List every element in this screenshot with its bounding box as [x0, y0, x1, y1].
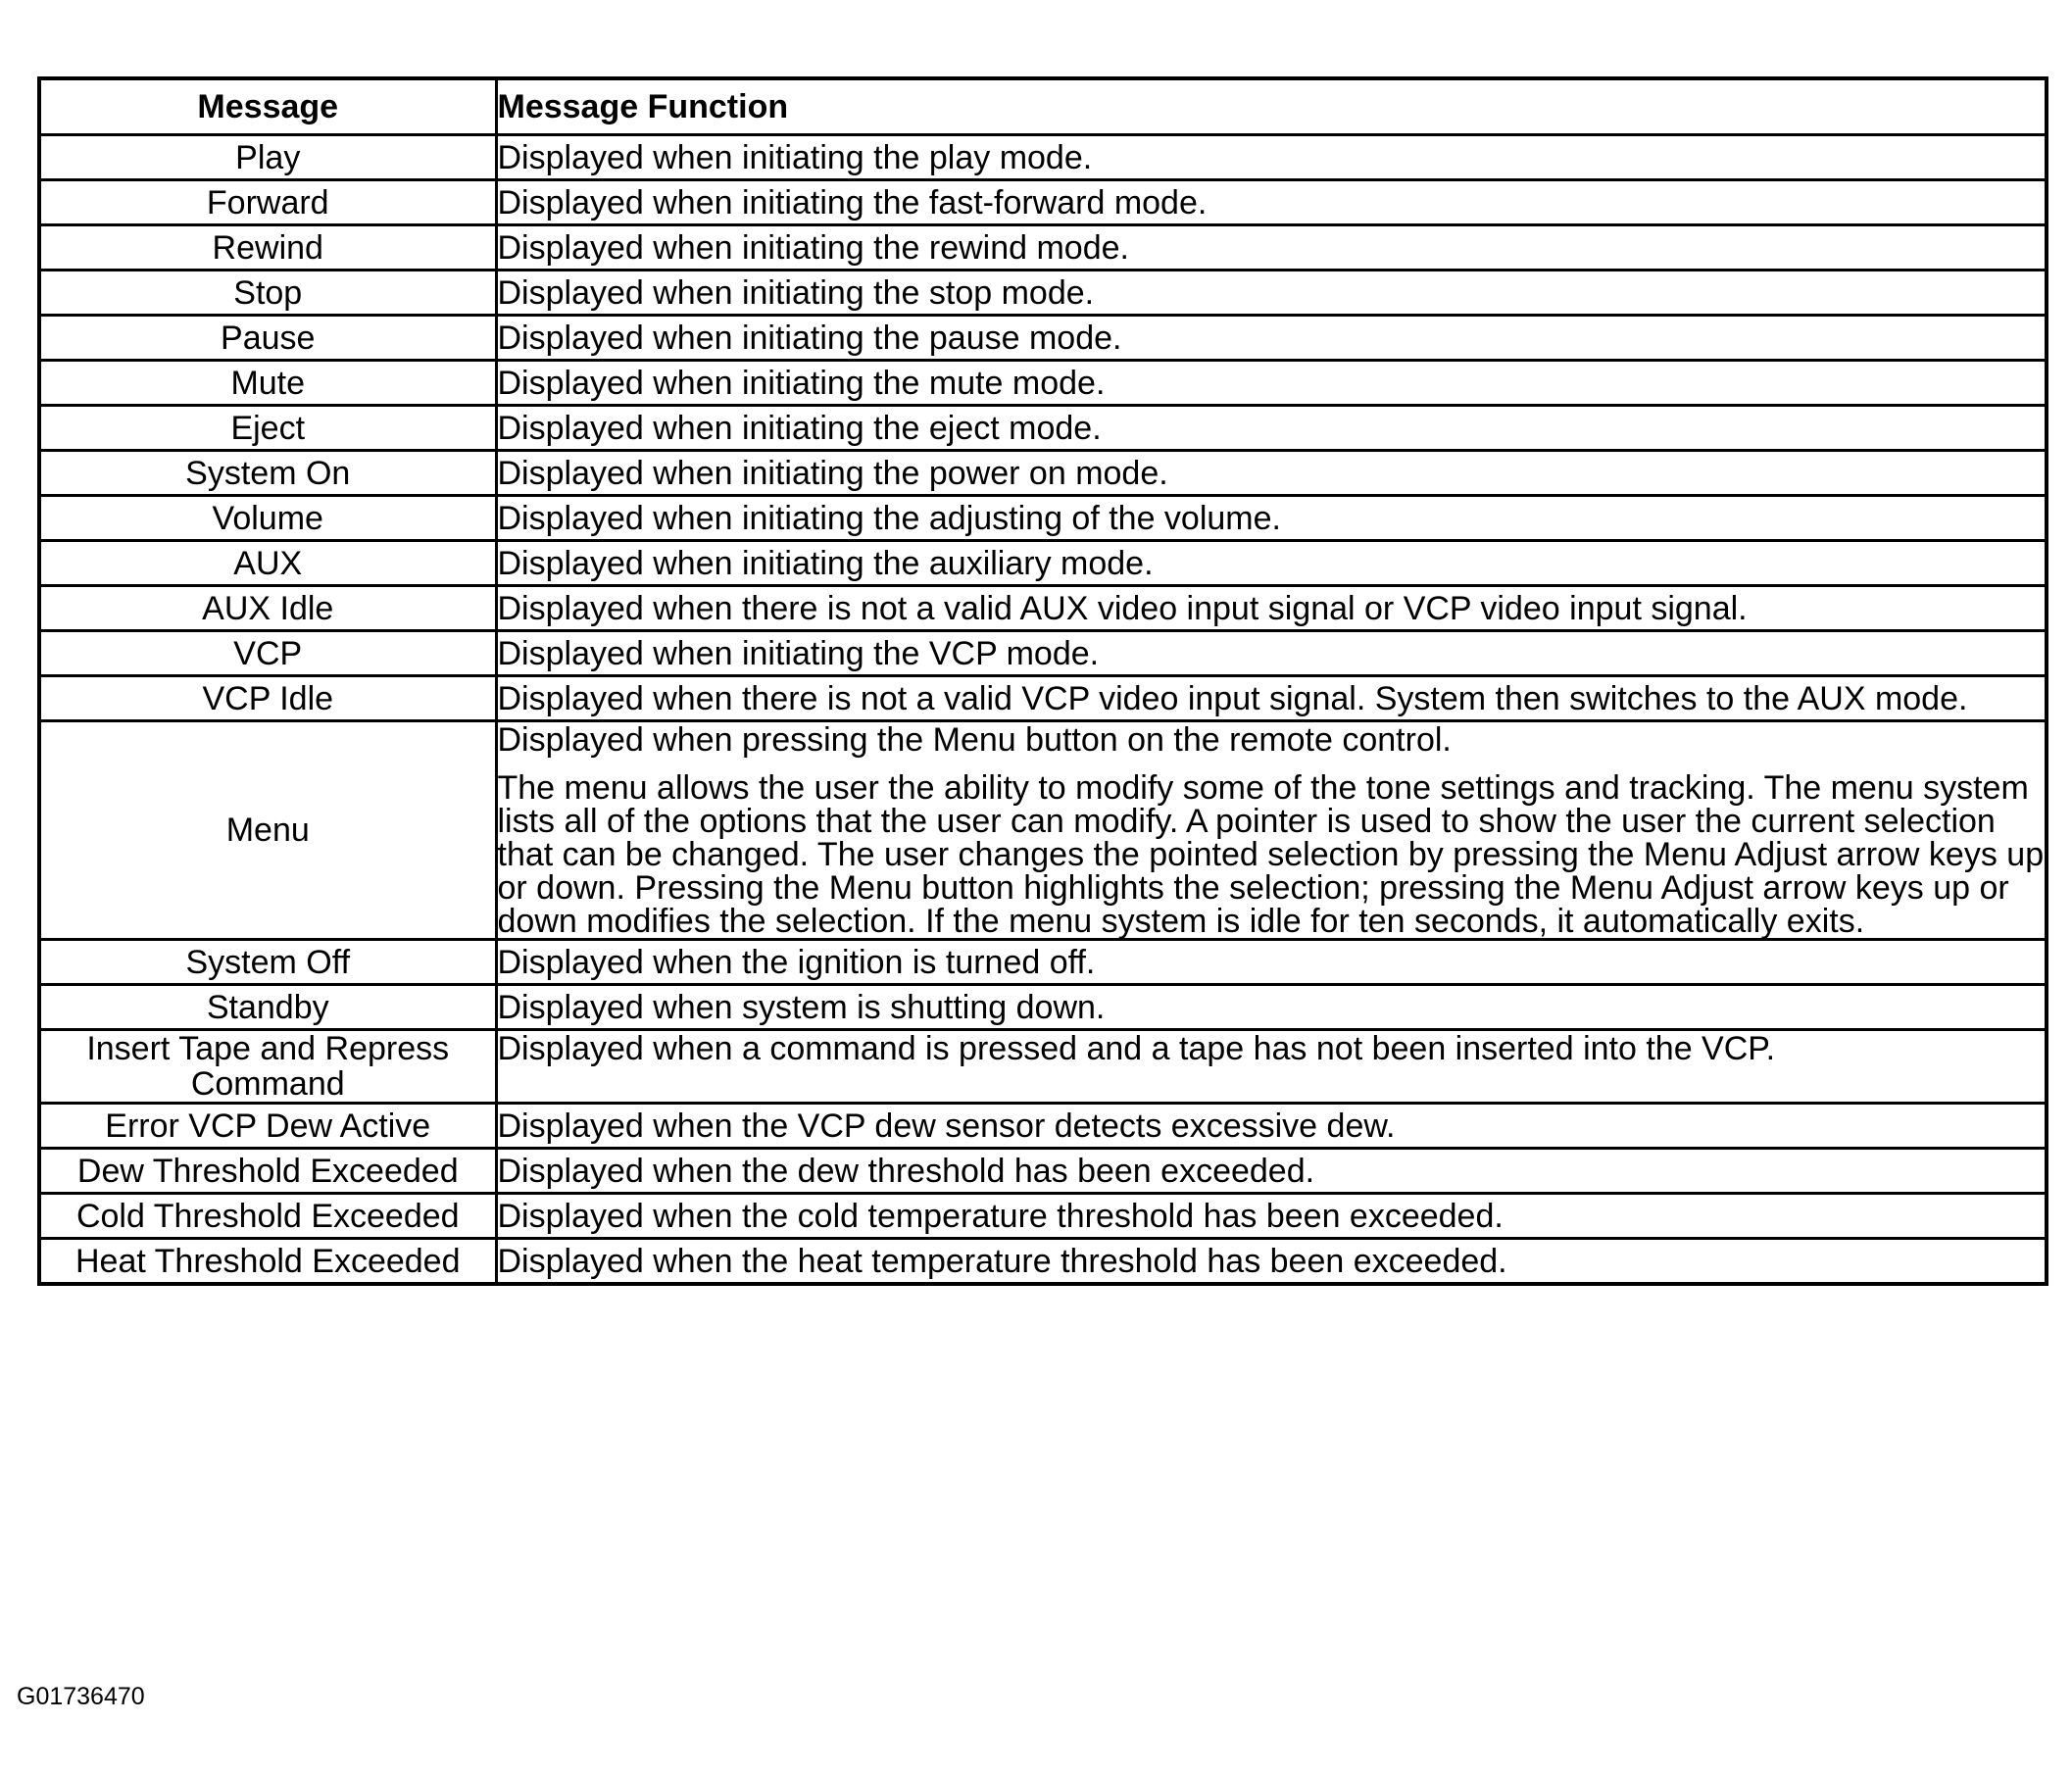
message-function-text: The menu allows the user the ability to modify some of the tone settings and tracking. The menu system lists all of the options that the user can modify. A pointer is used to show the user the current selection that can be changed. The user changes the pointed selection by pressing the Menu Adjust arrow keys up or down. Pressing the Menu button highlights the selection; pressing the Menu Adjust arrow keys up or down modifies the selection. If the menu system is idle for ten seconds, it automatically exits. [497, 769, 2045, 940]
table-row [39, 225, 2047, 271]
message-function-cell [496, 721, 2047, 940]
column-header-function: Message Function [496, 78, 2047, 135]
column-header-message: Message [39, 78, 496, 135]
message-function-cell [496, 541, 2047, 586]
message-function-cell [496, 940, 2047, 985]
table-row [39, 316, 2047, 361]
message-function-text: Displayed when initiating the fast-forward mode. [497, 183, 1208, 222]
message-function-cell [496, 225, 2047, 271]
message-function-text: Displayed when initiating the power on mode. [497, 454, 1168, 492]
message-cell: Standby [39, 985, 496, 1030]
table-row [39, 451, 2047, 496]
table-row [39, 406, 2047, 451]
message-function-cell [496, 180, 2047, 225]
message-cell: Play [39, 135, 496, 180]
message-cell: AUX Idle [39, 586, 496, 631]
message-cell: Cold Threshold Exceeded [39, 1194, 496, 1239]
message-function-text: Displayed when pressing the Menu button on the remote control. [497, 721, 1452, 759]
message-function-cell [496, 316, 2047, 361]
table-row [39, 721, 2047, 940]
message-function-cell [496, 1149, 2047, 1194]
message-function-text: Displayed when there is not a valid VCP video input signal. System then switches to the AUX mode. [497, 679, 1968, 717]
message-function-cell [496, 631, 2047, 676]
message-function-text: Displayed when initiating the mute mode. [497, 364, 1106, 402]
message-function-cell [496, 1030, 2047, 1104]
message-function-text: Displayed when the dew threshold has been exceeded. [497, 1152, 1315, 1190]
message-cell: Error VCP Dew Active [39, 1104, 496, 1149]
message-function-cell [496, 1239, 2047, 1285]
message-function-cell [496, 135, 2047, 180]
message-cell: Mute [39, 361, 496, 406]
message-function-text: Displayed when the heat temperature threshold has been exceeded. [497, 1242, 1507, 1280]
message-cell: AUX [39, 541, 496, 586]
message-cell: Heat Threshold Exceeded [39, 1239, 496, 1285]
message-cell: Eject [39, 406, 496, 451]
message-function-text: Displayed when initiating the eject mode. [497, 409, 1102, 447]
message-cell: Volume [39, 496, 496, 541]
message-function-text: Displayed when initiating the pause mode. [497, 319, 1122, 357]
table-row [39, 1149, 2047, 1194]
table-row [39, 1104, 2047, 1149]
message-function-cell [496, 1194, 2047, 1239]
table-row [39, 180, 2047, 225]
message-cell: VCP [39, 631, 496, 676]
message-function-text: Displayed when initiating the auxiliary mode. [497, 544, 1154, 582]
message-table-container [37, 76, 2045, 1286]
table-row [39, 631, 2047, 676]
figure-id: G01736470 [17, 1683, 145, 1710]
message-function-text: Displayed when system is shutting down. [497, 988, 1106, 1026]
table-row [39, 940, 2047, 985]
message-table [37, 76, 2048, 1286]
message-cell: Insert Tape and Repress Command [39, 1030, 496, 1104]
message-function-cell [496, 406, 2047, 451]
message-function-text: Displayed when the cold temperature threshold has been exceeded. [497, 1197, 1504, 1235]
table-row [39, 985, 2047, 1030]
message-function-cell [496, 361, 2047, 406]
message-function-text: Displayed when initiating the rewind mode. [497, 228, 1129, 267]
message-function-text: Displayed when a command is pressed and a tape has not been inserted into the VCP. [497, 1030, 1776, 1067]
table-row [39, 676, 2047, 721]
table-row [39, 1194, 2047, 1239]
message-function-text: Displayed when the VCP dew sensor detects excessive dew. [497, 1107, 1396, 1145]
table-row [39, 271, 2047, 316]
table-row [39, 361, 2047, 406]
message-function-cell [496, 586, 2047, 631]
message-function-cell [496, 1104, 2047, 1149]
message-function-cell [496, 985, 2047, 1030]
message-cell: Menu [39, 721, 496, 940]
table-row [39, 1239, 2047, 1285]
message-cell: Rewind [39, 225, 496, 271]
table-header-row [39, 78, 2047, 135]
message-function-cell [496, 676, 2047, 721]
message-function-text: Displayed when initiating the stop mode. [497, 273, 1095, 312]
table-row [39, 541, 2047, 586]
message-function-text: Displayed when initiating the adjusting of the volume. [497, 499, 1281, 537]
message-cell: System On [39, 451, 496, 496]
table-row [39, 586, 2047, 631]
message-cell: System Off [39, 940, 496, 985]
table-row [39, 135, 2047, 180]
table-row [39, 1030, 2047, 1104]
message-cell: Stop [39, 271, 496, 316]
message-function-text: Displayed when the ignition is turned off. [497, 943, 1096, 981]
message-function-text: Displayed when initiating the VCP mode. [497, 634, 1100, 672]
table-row [39, 496, 2047, 541]
message-function-text: Displayed when initiating the play mode. [497, 138, 1093, 176]
table-body [39, 135, 2047, 1285]
message-cell: VCP Idle [39, 676, 496, 721]
message-cell: Forward [39, 180, 496, 225]
message-function-cell [496, 271, 2047, 316]
message-function-cell [496, 496, 2047, 541]
message-function-cell [496, 451, 2047, 496]
message-cell: Pause [39, 316, 496, 361]
message-function-text: Displayed when there is not a valid AUX video input signal or VCP video input signal. [497, 589, 1748, 627]
message-cell: Dew Threshold Exceeded [39, 1149, 496, 1194]
